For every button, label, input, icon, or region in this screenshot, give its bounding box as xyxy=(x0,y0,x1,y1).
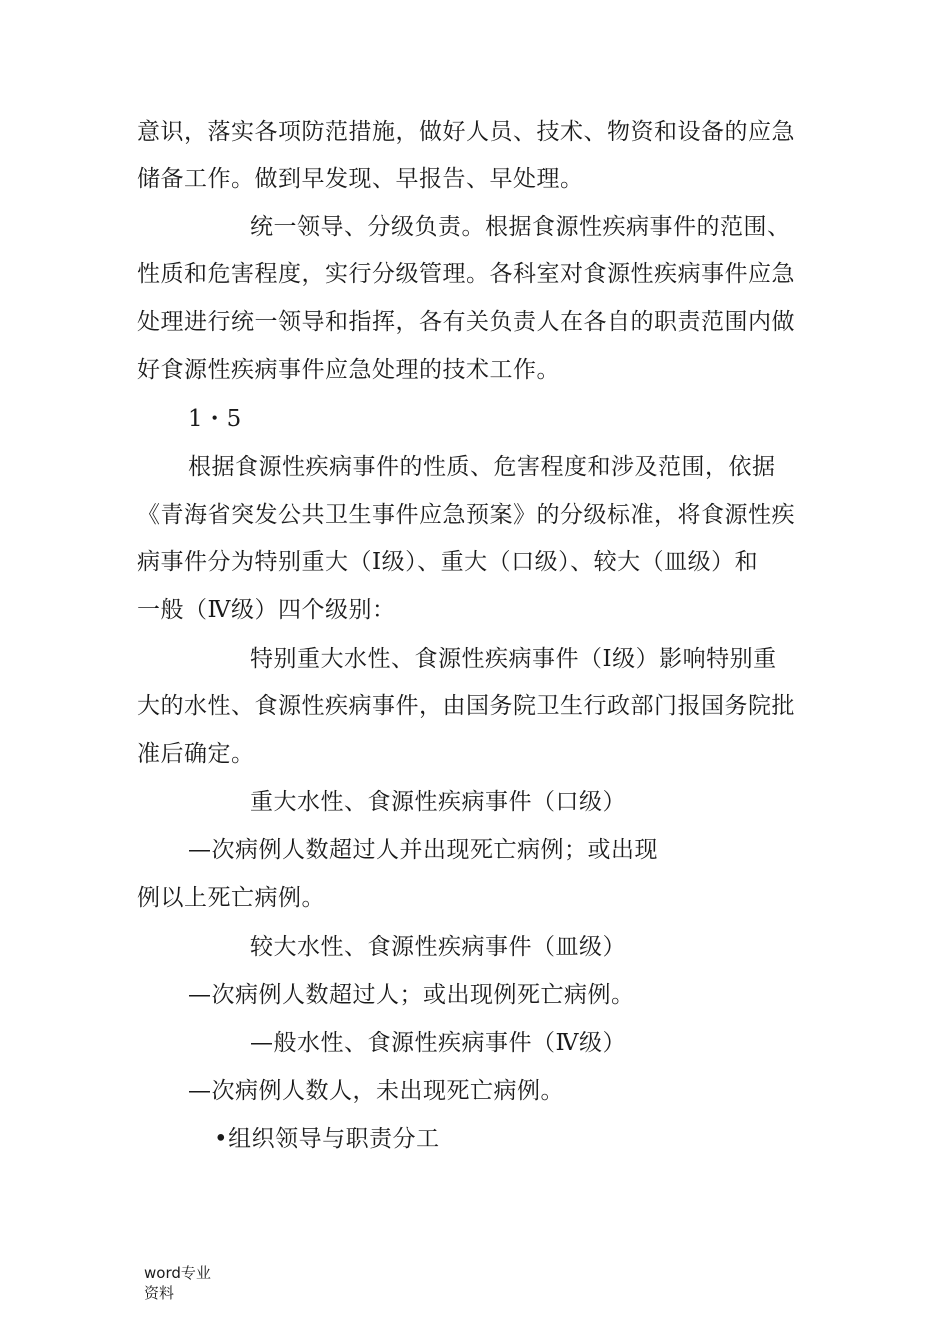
text-line-16: —次病例人数超过人并出现死亡病例；或出现 xyxy=(188,837,658,863)
text-line-13: 大的水性、食源性疾病事件，由国务院卫生行政部门报国务院批 xyxy=(137,693,795,719)
footer-line-1: word专业 xyxy=(144,1264,211,1282)
text-line-19: —次病例人数超过人；或出现例死亡病例。 xyxy=(188,982,635,1008)
text-line-2: 储备工作。做到早发现、早报告、早处理。 xyxy=(137,166,584,192)
text-line-3: 统一领导、分级负责。根据食源性疾病事件的范围、 xyxy=(250,214,791,240)
bullet-heading: •组织领导与职责分工 xyxy=(214,1126,440,1152)
text-line-5: 处理进行统一领导和指挥，各有关负责人在各自的职责范围内做 xyxy=(137,309,795,335)
text-line-9: 《青海省突发公共卫生事件应急预案》的分级标准，将食源性疾 xyxy=(137,502,795,528)
text-line-4: 性质和危害程度，实行分级管理。各科室对食源性疾病事件应急 xyxy=(137,261,795,287)
section-number: 1・5 xyxy=(188,406,242,432)
text-line-12: 特别重大水性、食源性疾病事件（Ⅰ级）影响特别重 xyxy=(250,646,777,672)
text-line-20: —般水性、食源性疾病事件（Ⅳ级） xyxy=(250,1030,626,1056)
text-line-17: 例以上死亡病例。 xyxy=(137,885,325,911)
text-line-14: 准后确定。 xyxy=(137,741,255,767)
text-line-1: 意识，落实各项防范措施，做好人员、技术、物资和设备的应急 xyxy=(137,119,795,145)
text-line-21: —次病例人数人，未出现死亡病例。 xyxy=(188,1078,564,1104)
text-line-15: 重大水性、食源性疾病事件（口级） xyxy=(250,789,626,815)
text-line-11: 一般（Ⅳ级）四个级别： xyxy=(137,597,396,623)
text-line-10: 病事件分为特别重大（Ⅰ级）、重大（口级）、较大（皿级）和 xyxy=(137,549,759,575)
text-line-18: 较大水性、食源性疾病事件（皿级） xyxy=(250,934,626,960)
text-line-6: 好食源性疾病事件应急处理的技术工作。 xyxy=(137,357,560,383)
footer-line-2: 资料 xyxy=(144,1284,175,1302)
text-line-8: 根据食源性疾病事件的性质、危害程度和涉及范围，依据 xyxy=(188,454,776,480)
